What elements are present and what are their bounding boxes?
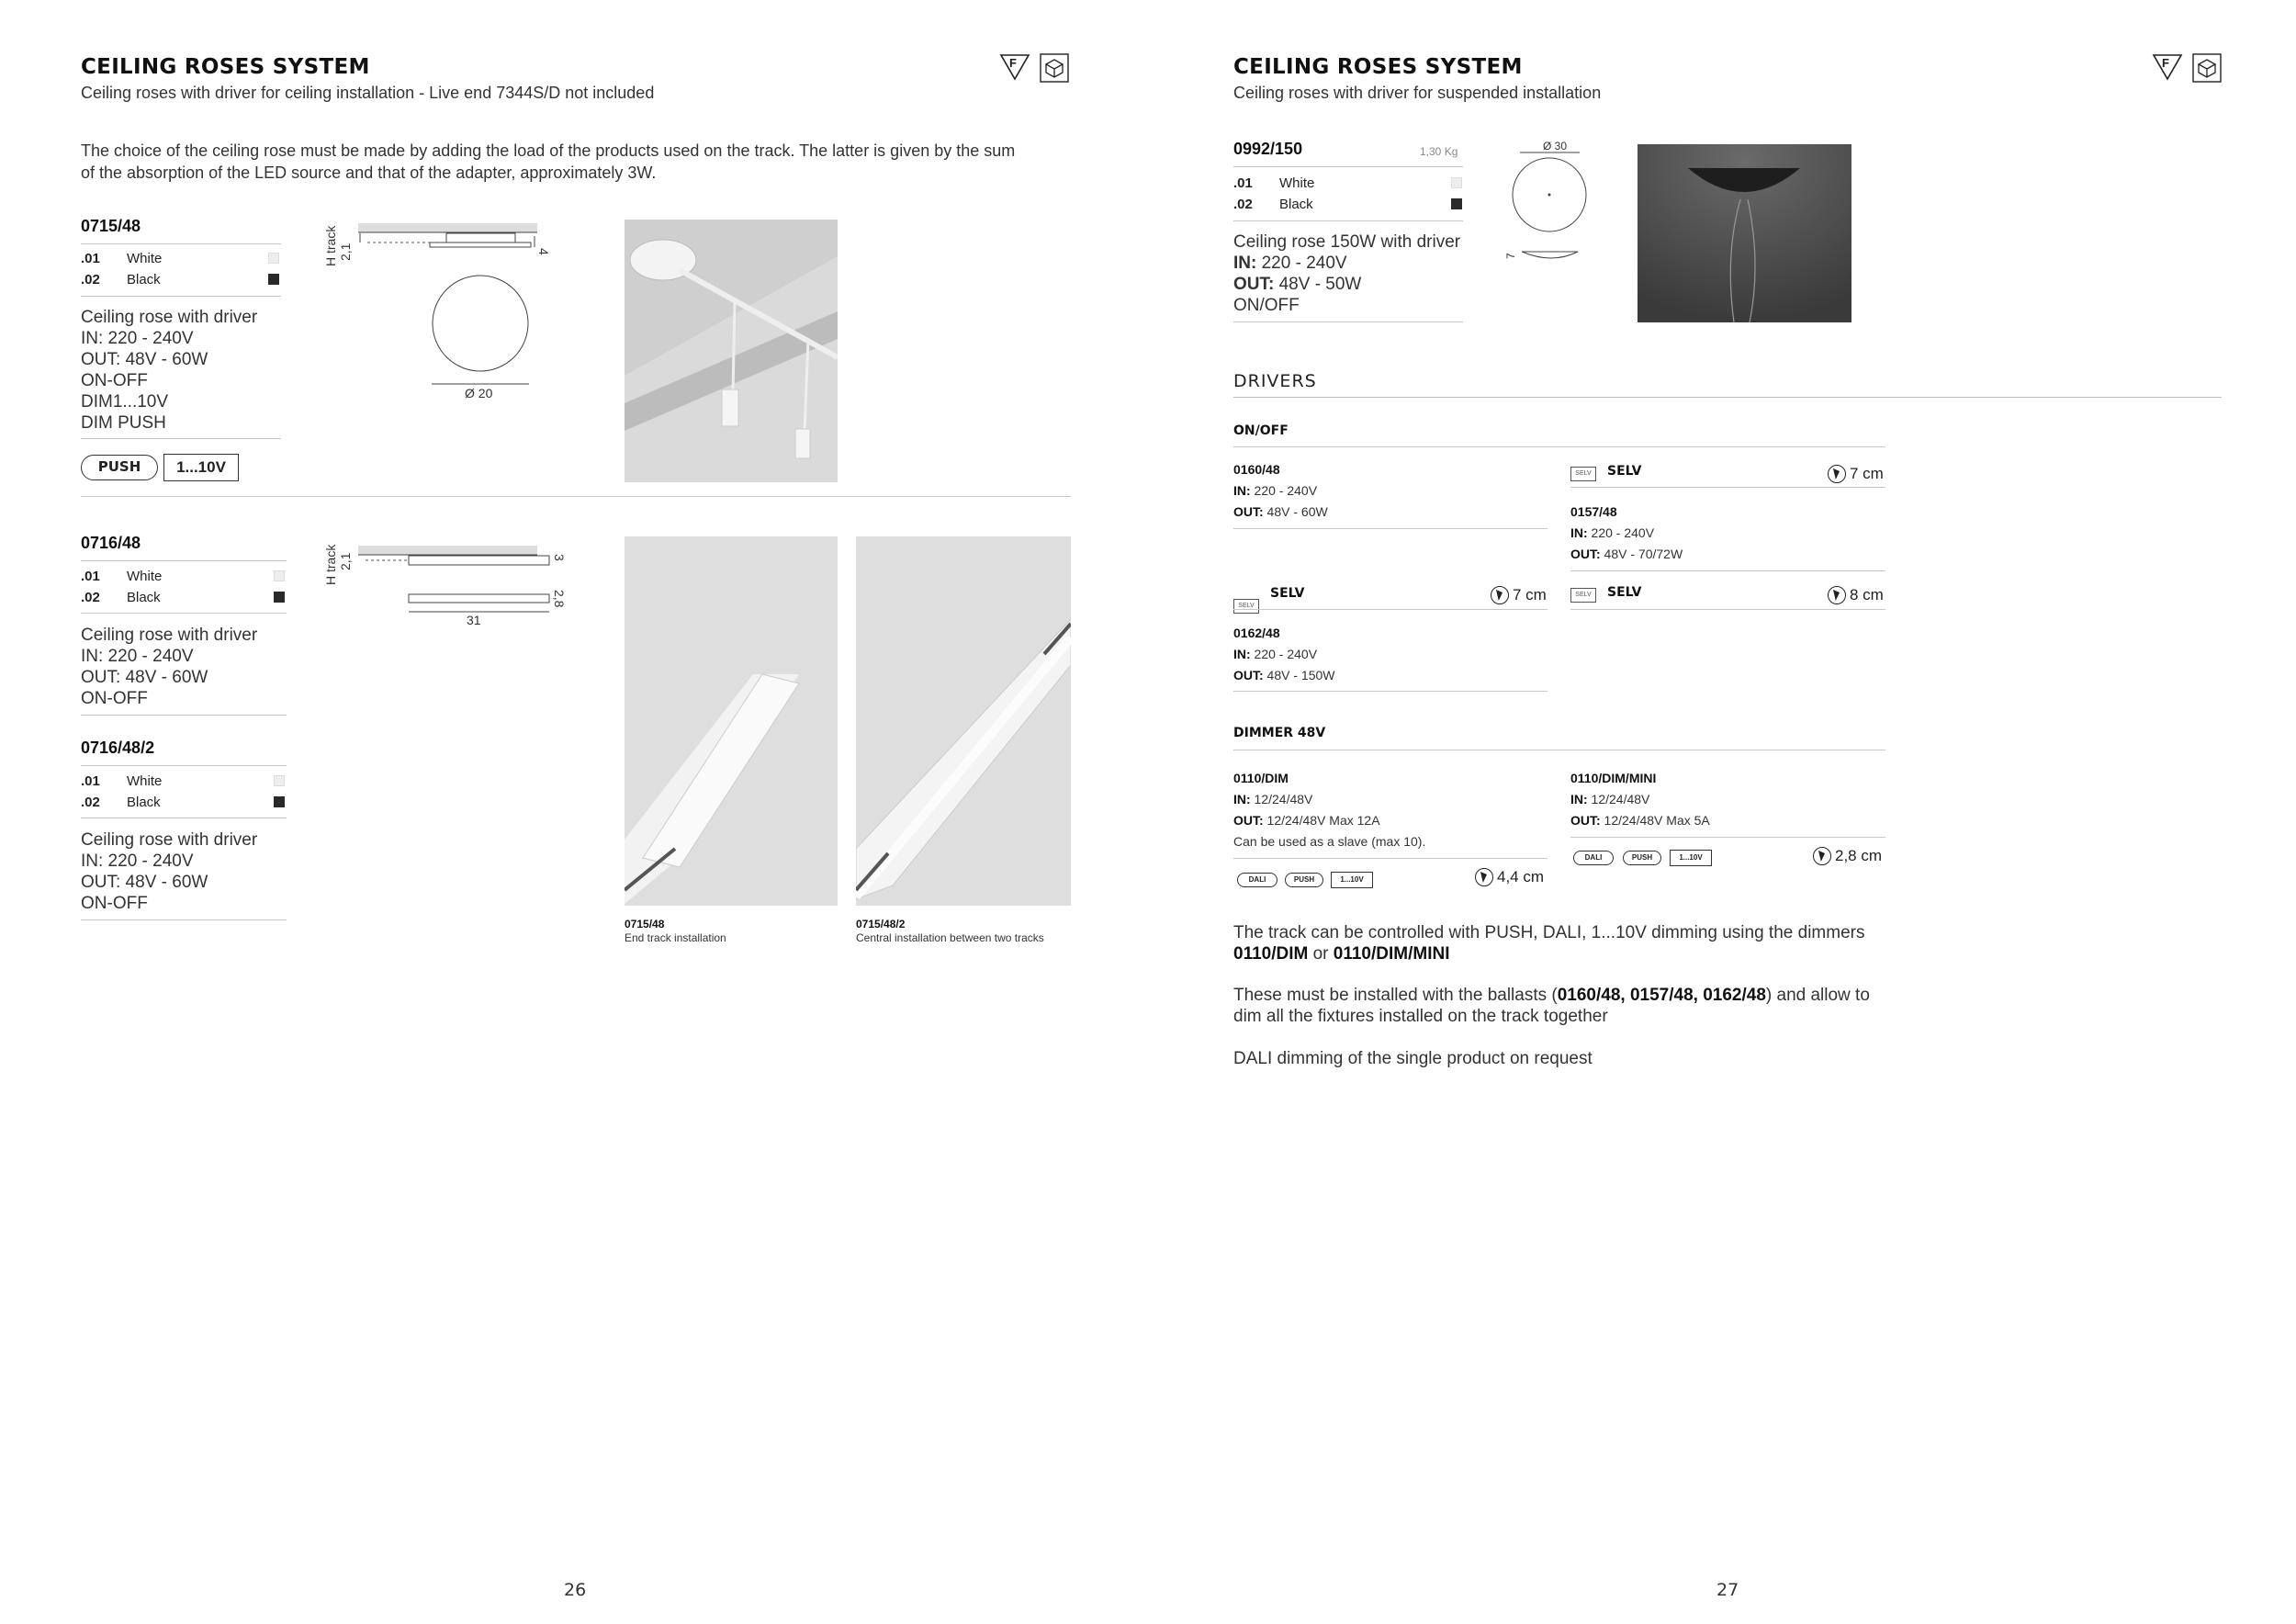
f-class-label: F: [1009, 56, 1017, 70]
selv-label: SELV: [1270, 586, 1305, 601]
central-installation-photo: [856, 536, 1071, 906]
dali-badge: DALI: [1573, 851, 1614, 865]
on-off-label: ON/OFF: [1233, 423, 1289, 438]
package-icon: [2192, 53, 2222, 83]
push-badge: PUSH: [1623, 851, 1661, 865]
selv-icon: SELV: [1233, 599, 1259, 614]
selv-icon: SELV: [1570, 467, 1596, 481]
dim-2-1: 2,1: [338, 552, 353, 570]
color-row-white: .01 White: [81, 569, 163, 584]
white-swatch: [274, 775, 285, 786]
package-icon: [1040, 53, 1069, 83]
intro-line-2: of the absorption of the LED source and that of the adapter, approximately 3W.: [81, 164, 657, 182]
right-page-subtitle: Ceiling roses with driver for suspended installation: [1233, 84, 1602, 102]
dim-1-10v-badge: 1...10V: [1331, 872, 1373, 888]
technical-drawing-0716-48: [312, 537, 588, 638]
suspended-ceiling-rose-photo: [1638, 144, 1851, 322]
product-weight: 1,30 Kg: [1420, 145, 1458, 158]
dim-diameter-30: Ø 30: [1543, 140, 1568, 152]
dim-h-track: H track: [323, 544, 338, 585]
dimmer-0110-dim-mini: 0110/DIM/MINI IN: 12/24/48V OUT: 12/24/48V Max 5A: [1570, 771, 1710, 828]
dim-2-8: 2,8: [552, 590, 567, 608]
dali-badge: DALI: [1237, 873, 1277, 887]
color-row-black: .02 Black: [81, 590, 161, 605]
black-swatch: [268, 274, 279, 285]
height-8cm: 8 cm: [1828, 586, 1884, 604]
dimmer-0110-dim: 0110/DIM IN: 12/24/48V OUT: 12/24/48V Max 12A Can be used as a slave (max 10).: [1233, 771, 1426, 849]
white-swatch: [1451, 177, 1462, 188]
color-row-black: .02 Black: [81, 272, 161, 288]
product-code-0716-48-2: 0716/48/2: [81, 739, 155, 757]
white-swatch: [268, 253, 279, 264]
ceiling-rose-photo: [625, 220, 838, 482]
dim-1-10v-badge: 1...10V: [163, 454, 239, 481]
page-number-27: 27: [1716, 1580, 1739, 1600]
dim-3: 3: [552, 554, 567, 561]
dim-31: 31: [467, 613, 481, 627]
dim-7: 7: [1504, 253, 1517, 259]
intro-line-1: The choice of the ceiling rose must be made by adding the load of the products used on the track. The latter is given by the sum: [81, 141, 1016, 160]
product-description-0715-48: Ceiling rose with driver IN: 220 - 240V OUT: 48V - 60W ON-OFF DIM1...10V DIM PUSH: [81, 308, 258, 433]
black-swatch: [1451, 198, 1462, 209]
caption-central-installation: 0715/48/2 Central installation between two tracks: [856, 918, 1044, 944]
driver-0160-48: 0160/48 IN: 220 - 240V OUT: 48V - 60W: [1233, 462, 1328, 519]
height-7cm: 7 cm: [1491, 586, 1547, 604]
color-row-white: .01 White: [81, 251, 163, 266]
f-class-label: F: [2162, 56, 2169, 70]
height-icon: [1491, 586, 1509, 604]
intro-text: [81, 140, 1073, 184]
f-class-icon: [2152, 53, 2183, 81]
product-description-0716-48-2: Ceiling rose with driver IN: 220 - 240V OUT: 48V - 60W ON-OFF: [81, 830, 258, 913]
product-description-0992-150: Ceiling rose 150W with driver IN: 220 - 240V OUT: 48V - 50W ON/OFF: [1233, 232, 1461, 315]
dim-2-1: 2,1: [338, 242, 353, 261]
right-page-title: CEILING ROSES SYSTEM: [1233, 55, 1523, 79]
color-row-white: .01 White: [81, 773, 163, 789]
driver-0162-48: 0162/48 IN: 220 - 240V OUT: 48V - 150W: [1233, 626, 1335, 682]
height-icon: [1828, 586, 1846, 604]
height-icon: [1475, 868, 1493, 886]
black-swatch: [274, 796, 285, 807]
f-class-icon: [999, 53, 1030, 81]
product-code-0716-48: 0716/48: [81, 534, 141, 552]
height-icon: [1828, 465, 1846, 483]
black-swatch: [274, 592, 285, 603]
technical-drawing-0715-48: [312, 220, 588, 404]
selv-label: SELV: [1607, 464, 1642, 479]
push-badge: PUSH: [1285, 873, 1323, 887]
color-row-black: .02 Black: [1233, 197, 1313, 212]
dim-h-track: H track: [323, 225, 338, 266]
selv-label: SELV: [1607, 585, 1642, 600]
selv-icon: SELV: [1570, 588, 1596, 603]
left-page-title: CEILING ROSES SYSTEM: [81, 55, 370, 79]
height-icon: [1813, 847, 1831, 865]
dali-note: DALI dimming of the single product on request: [1233, 1049, 1593, 1068]
height-2-8cm: 2,8 cm: [1813, 847, 1882, 865]
height-7cm: 7 cm: [1828, 465, 1884, 483]
product-code-0715-48: 0715/48: [81, 217, 141, 235]
dimmer-48v-label: DIMMER 48V: [1233, 726, 1326, 740]
color-row-white: .01 White: [1233, 175, 1315, 191]
product-code-0992-150: 0992/150: [1233, 140, 1303, 158]
end-track-installation-photo: [625, 536, 838, 906]
caption-end-track: 0715/48 End track installation: [625, 918, 726, 944]
push-badge: PUSH: [81, 455, 158, 480]
drivers-section-title: DRIVERS: [1233, 371, 1317, 391]
product-description-0716-48: Ceiling rose with driver IN: 220 - 240V OUT: 48V - 60W ON-OFF: [81, 626, 258, 708]
dim-diameter-20: Ø 20: [465, 386, 493, 400]
white-swatch: [274, 570, 285, 581]
dimming-note: The track can be controlled with PUSH, DALI, 1...10V dimming using the dimmers 0110/DIM or 0110/DIM/MINI: [1233, 923, 1865, 964]
color-row-black: .02 Black: [81, 795, 161, 810]
driver-0157-48: 0157/48 IN: 220 - 240V OUT: 48V - 70/72W: [1570, 504, 1683, 561]
left-page-subtitle: Ceiling roses with driver for ceiling installation - Live end 7344S/D not included: [81, 84, 655, 102]
technical-drawing-0992-150: [1497, 138, 1589, 276]
ballast-note: These must be installed with the ballasts (0160/48, 0157/48, 0162/48) and allow to dim all the fixtures installed on the track together: [1233, 986, 1870, 1026]
height-4-4cm: 4,4 cm: [1475, 868, 1544, 886]
dim-4: 4: [536, 248, 551, 255]
page-number-26: 26: [564, 1580, 587, 1600]
dim-1-10v-badge: 1...10V: [1670, 850, 1712, 866]
